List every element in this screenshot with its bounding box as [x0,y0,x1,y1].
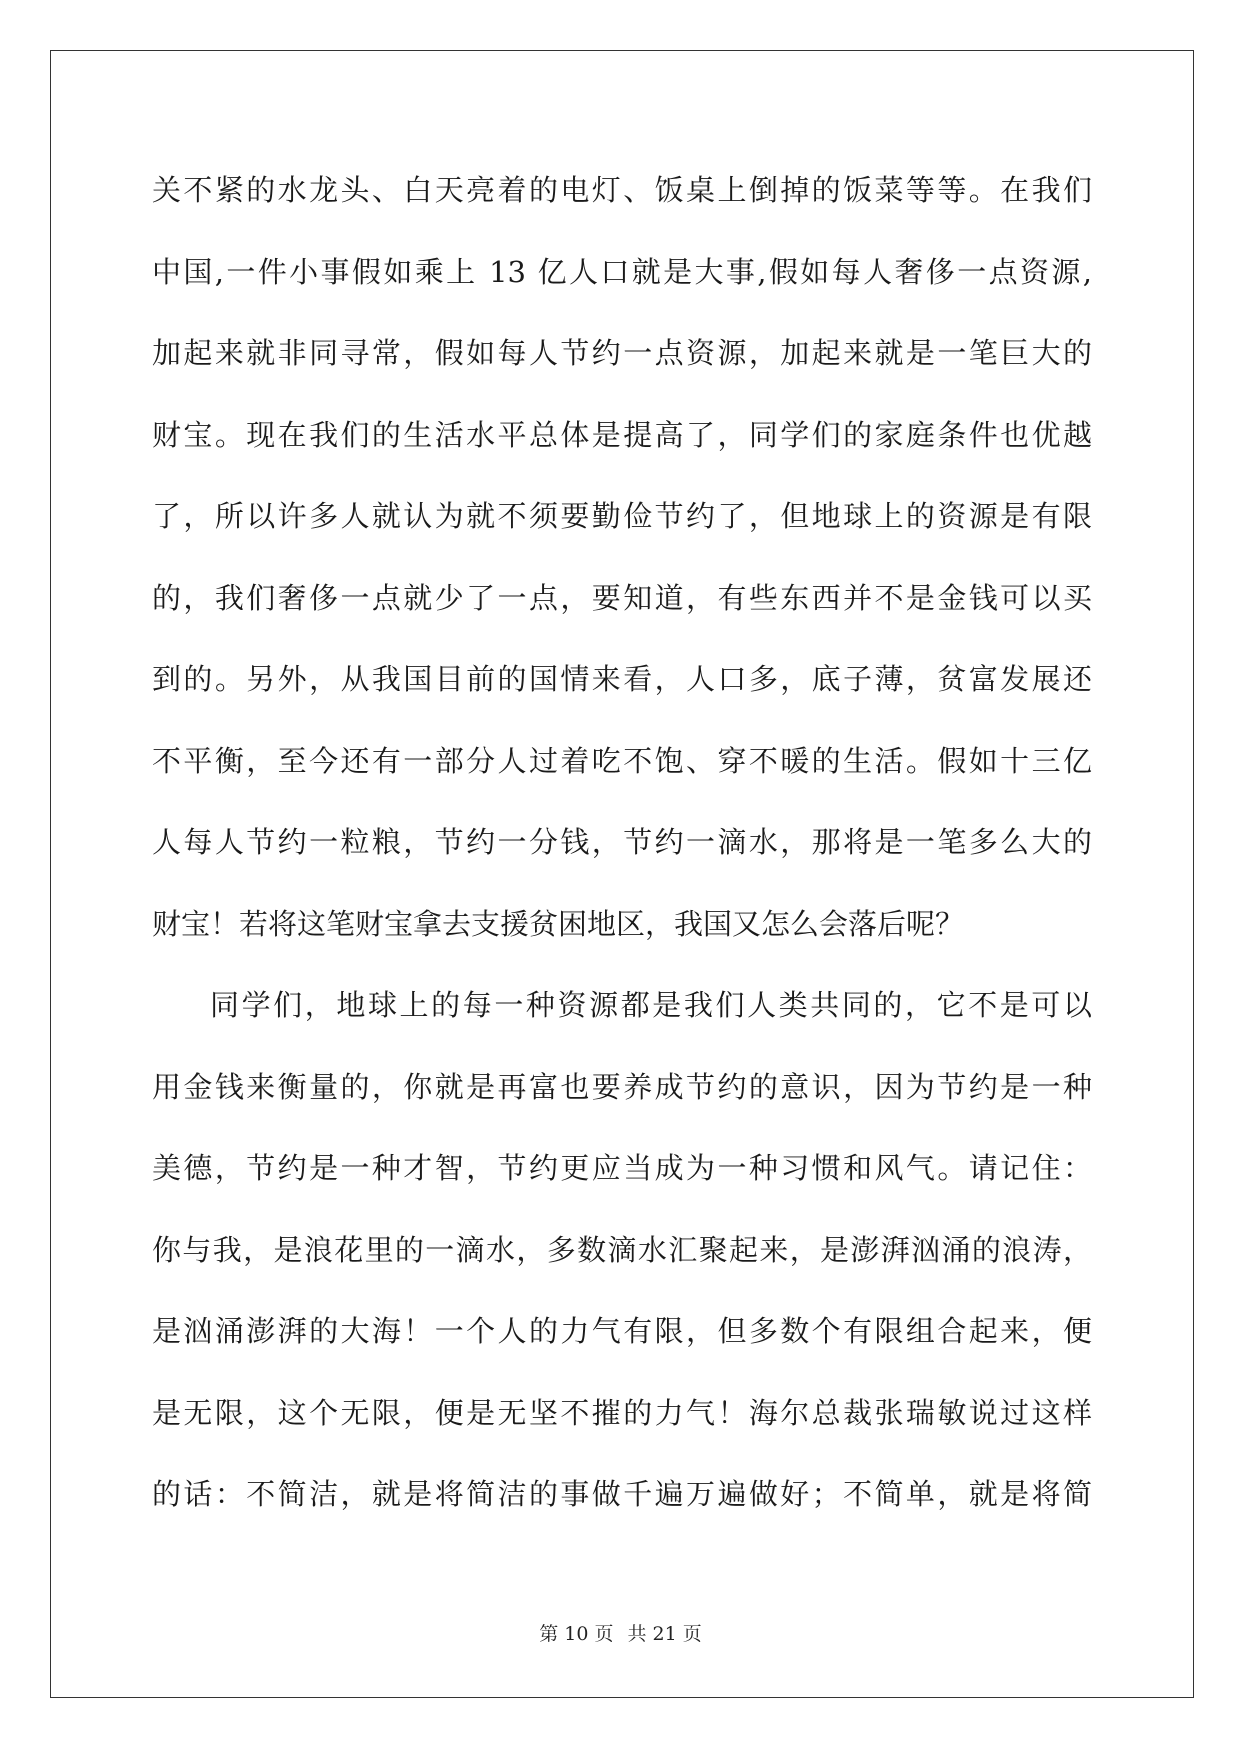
text-line: 了，所以许多人就认为就不须要勤俭节约了，但地球上的资源是有限 [152,499,1092,533]
text-line: 是无限，这个无限，便是无坚不摧的力气！海尔总裁张瑞敏说过这样 [152,1395,1092,1430]
text-line: 不平衡，至今还有一部分人过着吃不饱、穿不暖的生活。假如十三亿 [152,743,1092,778]
text-line: 用金钱来衡量的，你就是再富也要养成节约的意识，因为节约是一种 [152,1069,1092,1104]
text-line: 到的。另外，从我国目前的国情来看，人口多，底子薄，贫富发展还 [152,662,1092,696]
text-line: 人每人节约一粒粮，节约一分钱，节约一滴水，那将是一笔多么大的 [152,825,1092,859]
text-line: 财宝。现在我们的生活水平总体是提高了，同学们的家庭条件也优越 [152,417,1092,452]
text-line: 你与我，是浪花里的一滴水，多数滴水汇聚起来，是澎湃汹涌的浪涛， [152,1232,1092,1267]
document-body [152,150,1092,1536]
current-page-number: 第 10 页 [539,1623,614,1645]
text-line: 加起来就非同寻常，假如每人节约一点资源，加起来就是一笔巨大的 [152,336,1092,370]
text-line: 财宝！若将这笔财宝拿去支援贫困地区，我国又怎么会落后呢？ [152,906,965,941]
total-page-count: 共 21 页 [627,1623,702,1645]
page-footer [0,1622,1241,1646]
text-line: 是汹涌澎湃的大海！一个人的力气有限，但多数个有限组合起来，便 [152,1314,1092,1348]
text-line: 关不紧的水龙头、白天亮着的电灯、饭桌上倒掉的饭菜等等。在我们 [152,173,1092,207]
text-line: 中国,一件小事假如乘上 13 亿人口就是大事,假如每人奢侈一点资源, [152,254,1092,289]
paragraph-first-line: 同学们，地球上的每一种资源都是我们人类共同的，它不是可以 [210,988,1092,1022]
text-line: 美德，节约是一种才智，节约更应当成为一种习惯和风气。请记住： [152,1151,1092,1185]
text-line: 的，我们奢侈一点就少了一点，要知道，有些东西并不是金钱可以买 [152,580,1092,615]
text-line: 的话：不简洁，就是将简洁的事做千遍万遍做好；不简单，就是将简 [152,1477,1092,1511]
